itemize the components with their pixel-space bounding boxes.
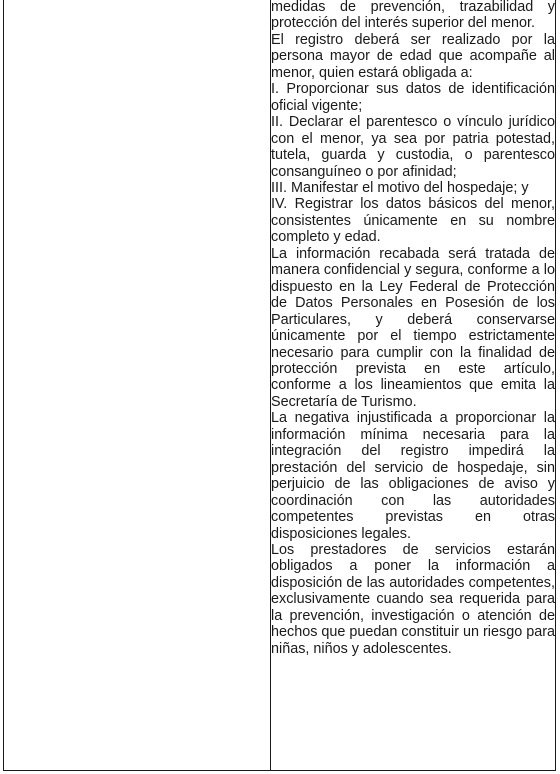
list-item: IV. Registrar los datos básicos del menor, consistentes únicamente en su nombre completo y edad. bbox=[271, 196, 555, 246]
paragraph: La negativa injustificada a proporcionar la información mínima necesaria para la integración del registro impedirá la prestación del servicio de hospedaje, sin perjuicio de las obligaciones de aviso y coordinación con las autoridades competentes previstas en otras disposiciones legales. bbox=[271, 410, 555, 542]
list-item: I. Proporcionar sus datos de identificación oficial vigente; bbox=[271, 81, 555, 114]
list-item: III. Manifestar el motivo del hospedaje; y bbox=[271, 179, 529, 196]
comparison-table bbox=[3, 0, 556, 771]
list-item: II. Declarar el parentesco o vínculo jurídico con el menor, ya sea por patria potestad, tutela, guarda y custodia, o parentesco consanguíneo o por afinidad; bbox=[271, 114, 555, 180]
paragraph: medidas de prevención, trazabilidad y protección del interés superior del menor. bbox=[271, 0, 555, 32]
right-column-cell bbox=[271, 0, 556, 771]
paragraph: Los prestadores de servicios estarán obligados a poner la información a disposición de las autoridades competentes, exclusivamente cuando sea requerida para la prevención, investigación o atención de hechos que puedan constituir un riesgo para niñas, niños y adolescentes. bbox=[271, 541, 556, 657]
table-row bbox=[4, 0, 556, 771]
paragraph: La información recabada será tratada de manera confidencial y segura, conforme a lo dispuesto en la Ley Federal de Protección de Datos Personales en Posesión de los Particulares, y deberá conservarse únicamente por el tiempo estrictamente necesario para cumplir con la finalidad de protección prevista en este artículo, conforme a los lineamientos que emita la Secretaría de Turismo. bbox=[271, 245, 555, 410]
paragraph: El registro deberá ser realizado por la persona mayor de edad que acompañe al menor, quien estará obligada a: bbox=[271, 31, 555, 81]
left-column-cell bbox=[4, 0, 271, 771]
